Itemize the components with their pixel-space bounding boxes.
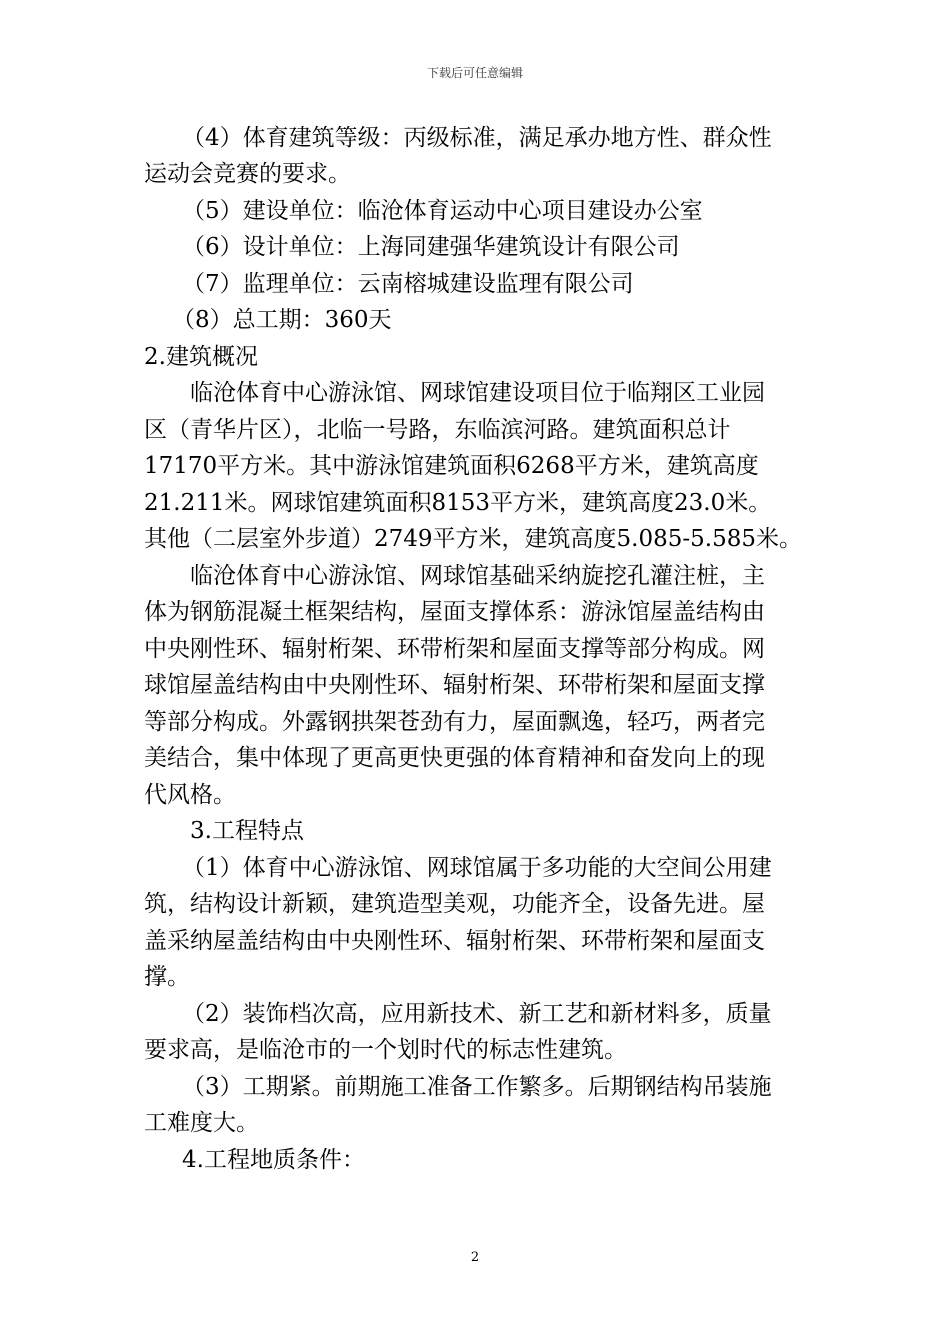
text-line: 要求高，是临沧市的一个划时代的标志性建筑。 xyxy=(144,1037,627,1063)
text-line: 临沧体育中心游泳馆、网球馆建设项目位于临翔区工业园 xyxy=(190,380,765,406)
text-line: 代风格。 xyxy=(144,782,236,808)
text-line: 中央刚性环、辐射桁架、环带桁架和屋面支撑等部分构成。网 xyxy=(144,636,765,662)
text-line: 21.211米。网球馆建筑面积8153平方米，建筑高度23.0米。 xyxy=(144,490,772,516)
text-line: 球馆屋盖结构由中央刚性环、辐射桁架、环带桁架和屋面支撑 xyxy=(144,672,765,698)
text-line: （4）体育建筑等级：丙级标准，满足承办地方性、群众性 xyxy=(182,125,772,151)
text-line: 盖采纳屋盖结构由中央刚性环、辐射桁架、环带桁架和屋面支 xyxy=(144,928,765,954)
text-line: 其他（二层室外步道）2749平方米，建筑高度5.085-5.585米。 xyxy=(144,526,802,552)
section-heading: 4.工程地质条件： xyxy=(182,1147,365,1173)
text-line: 临沧体育中心游泳馆、网球馆基础采纳旋挖孔灌注桩，主 xyxy=(190,563,765,589)
page-header: 下载后可任意编辑 xyxy=(426,66,523,80)
text-line: 筑，结构设计新颖，建筑造型美观，功能齐全，设备先进。屋 xyxy=(144,891,765,917)
text-line: （7）监理单位：云南榕城建设监理有限公司 xyxy=(182,271,634,297)
section-heading: 3.工程特点 xyxy=(190,818,304,844)
text-line: 17170平方米。其中游泳馆建筑面积6268平方米，建筑高度 xyxy=(144,453,759,479)
text-line: 等部分构成。外露钢拱架苍劲有力，屋面飘逸，轻巧，两者完 xyxy=(144,709,765,735)
text-line: （3）工期紧。前期施工准备工作繁多。后期钢结构吊装施 xyxy=(182,1074,772,1100)
section-heading: 2.建筑概况 xyxy=(144,344,258,370)
page-number: 2 xyxy=(470,1250,480,1265)
text-line: （8）总工期：360天 xyxy=(172,307,392,333)
text-line: 撑。 xyxy=(144,964,190,990)
text-line: （6）设计单位：上海同建强华建筑设计有限公司 xyxy=(182,234,680,260)
text-line: （2）装饰档次高，应用新技术、新工艺和新材料多，质量 xyxy=(182,1001,772,1027)
text-line: （1）体育中心游泳馆、网球馆属于多功能的大空间公用建 xyxy=(182,855,772,881)
text-line: 美结合，集中体现了更高更快更强的体育精神和奋发向上的现 xyxy=(144,745,765,771)
text-line: 区（青华片区），北临一号路，东临滨河路。建筑面积总计 xyxy=(144,417,731,443)
text-line: 体为钢筋混凝土框架结构，屋面支撑体系：游泳馆屋盖结构由 xyxy=(144,599,765,625)
text-line: 运动会竞赛的要求。 xyxy=(144,161,351,187)
text-line: （5）建设单位：临沧体育运动中心项目建设办公室 xyxy=(182,198,703,224)
text-line: 工难度大。 xyxy=(144,1110,259,1136)
